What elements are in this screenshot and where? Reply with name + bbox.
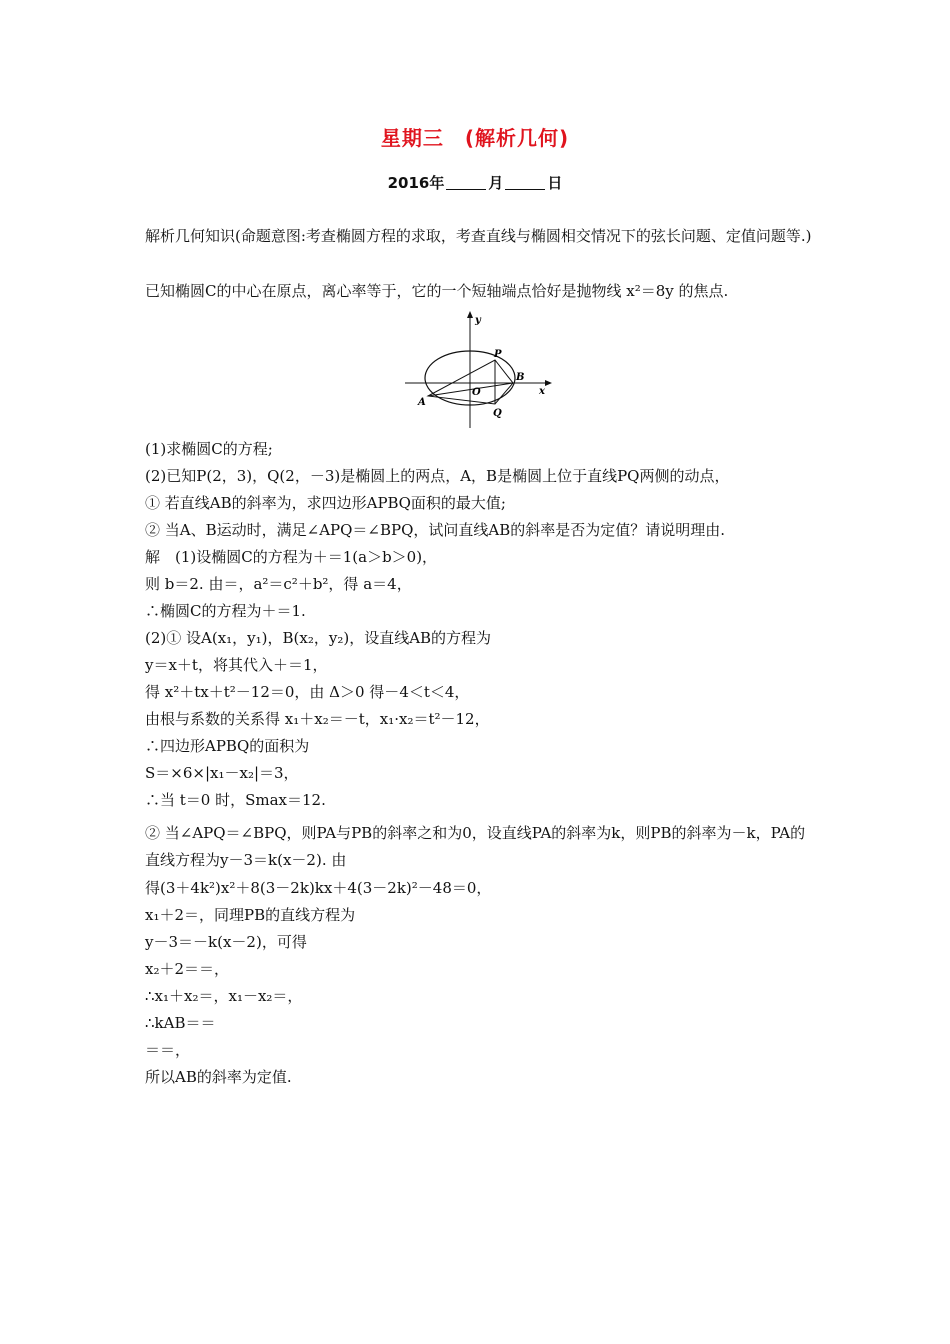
question-2-part-2: ② 当A、B运动时，满足∠APQ＝∠BPQ，试问直线AB的斜率是否为定值？请说明理由. [145,521,726,539]
solution-line-4: (2)① 设A(x₁，y₁)，B(x₂，y₂)，设直线AB的方程为 [145,629,492,647]
date-year: 2016年 [387,174,445,192]
solution-line-17: ∴kAB＝＝ [145,1014,216,1032]
date-month: 月 [488,174,504,192]
solution-line-18: ＝＝， [145,1041,191,1059]
solution-line-11: ② 当∠APQ＝∠BPQ，则PA与PB的斜率之和为0，设直线PA的斜率为k，则PB的斜率为－k，PA的直线方程为y－3＝k(x－2). 由 [145,824,806,869]
label-o: O [472,387,481,398]
solution-line-8: ∴四边形APBQ的面积为 [145,737,310,755]
date-month-blank [446,189,486,190]
intro-text: 解析几何知识(命题意图:考查椭圆方程的求取，考查直线与椭圆相交情况下的弦长问题、定值问题等.) [145,227,812,245]
question-1: (1)求椭圆C的方程; [145,440,273,458]
question-2: (2)已知P(2，3)，Q(2，－3)是椭圆上的两点，A，B是椭圆上位于直线PQ两侧的动点， [145,467,730,485]
solution-line-13: x₁＋2＝，同理PB的直线方程为 [145,906,356,924]
x-axis-arrow [545,380,552,386]
label-b: B [516,372,525,383]
y-axis-arrow [467,311,473,318]
solution-line-15: x₂＋2＝＝， [145,960,230,978]
solution-line-1: 解 (1)设椭圆C的方程为＋＝1(a＞b＞0)， [145,548,438,566]
solution-line-6: 得 x²＋tx＋t²－12＝0，由 Δ＞0 得－4＜t＜4， [145,683,470,701]
solution-line-7: 由根与系数的关系得 x₁＋x₂＝－t，x₁·x₂＝t²－12， [145,710,490,728]
solution-line-3: ∴椭圆C的方程为＋＝1. [145,602,306,620]
solution-line-2: 则 b＝2. 由＝，a²＝c²＋b²，得 a＝4， [145,575,412,593]
solution-line-10: ∴当 t＝0 时，Smax＝12. [145,791,326,809]
ellipse-figure [400,308,560,433]
date-day: 日 [547,174,563,192]
label-a: A [418,397,426,408]
solution-line-9: S＝×6×|x₁－x₂|＝3， [145,764,299,782]
solution-line-14: y－3＝－k(x－2)，可得 [145,933,307,951]
question-2-part-1: ① 若直线AB的斜率为，求四边形APBQ面积的最大值; [145,494,506,512]
label-q: Q [493,408,502,419]
solution-line-5: y＝x＋t，将其代入＋＝1， [145,656,328,674]
date-day-blank [505,189,545,190]
solution-line-16: ∴x₁＋x₂＝，x₁－x₂＝， [145,987,303,1005]
label-x: x [539,386,545,397]
page-title: 星期三 (解析几何) [380,126,570,150]
solution-line-12: 得(3＋4k²)x²＋8(3－2k)kx＋4(3－2k)²－48＝0， [145,879,492,897]
label-y: y [475,315,481,326]
problem-statement: 已知椭圆C的中心在原点，离心率等于，它的一个短轴端点恰好是抛物线 x²＝8y 的焦点. [145,282,729,300]
solution-conclusion: 所以AB的斜率为定值. [145,1068,292,1086]
date-line [0,172,950,193]
label-p: P [494,349,502,360]
